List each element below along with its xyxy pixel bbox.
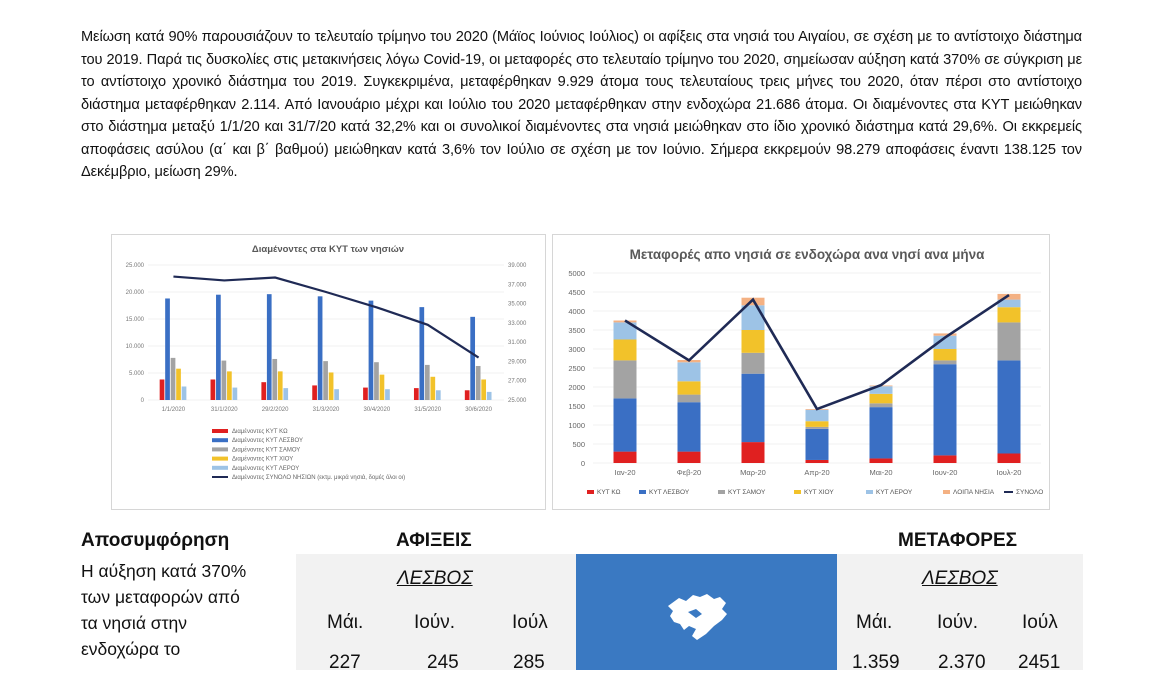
bar <box>176 369 181 400</box>
y2-tick-label: 39.000 <box>508 263 527 269</box>
legend-swatch <box>212 429 228 433</box>
bar <box>233 388 238 400</box>
bar <box>436 390 441 400</box>
bar-segment <box>678 402 701 451</box>
bar-segment <box>678 362 701 381</box>
arrivals-heading: ΑΦΙΞΕΙΣ <box>396 530 472 551</box>
bar-segment <box>678 452 701 463</box>
y-tick-label: 15.000 <box>125 317 144 323</box>
y-tick-label: 2500 <box>568 364 585 373</box>
arrivals-value: 227 <box>329 652 361 673</box>
x-tick-label: Ιουν-20 <box>932 468 958 477</box>
sidebar-heading: Αποσυμφόρηση <box>81 530 230 551</box>
bar-segment <box>806 427 829 429</box>
sidebar-line: ενδοχώρα το <box>81 639 181 659</box>
y-tick-label: 1500 <box>568 402 585 411</box>
y-tick-label: 2000 <box>568 383 585 392</box>
x-tick-label: 29/2/2020 <box>261 407 289 413</box>
y2-tick-label: 27.000 <box>508 378 527 385</box>
legend-swatch <box>943 490 950 494</box>
y-tick-label: 0 <box>140 398 144 404</box>
bar <box>318 296 323 400</box>
y2-tick-label: 25.000 <box>508 398 527 404</box>
bar-segment <box>998 322 1021 360</box>
bar-segment <box>742 442 765 463</box>
x-tick-label: Ιουλ-20 <box>996 468 1022 477</box>
legend-swatch <box>587 490 594 494</box>
sidebar-text <box>81 558 286 662</box>
x-tick-label: Μαρ-20 <box>740 468 766 477</box>
bar <box>160 379 165 400</box>
bar-segment <box>806 460 829 463</box>
legend-label: ΣΥΝΟΛΟ <box>1016 489 1044 496</box>
legend-swatch <box>212 438 228 442</box>
transfers-heading: ΜΕΤΑΦΟΡΕΣ <box>898 530 1018 551</box>
bar <box>481 379 486 400</box>
y2-tick-label: 29.000 <box>508 359 527 366</box>
bar <box>323 361 328 400</box>
legend-swatch <box>212 447 228 451</box>
bar <box>470 317 475 400</box>
x-tick-label: Απρ-20 <box>804 468 830 477</box>
chart-residents-svg <box>112 235 545 509</box>
bar-segment <box>870 403 893 407</box>
y-tick-label: 10.000 <box>125 344 144 350</box>
legend-label: ΚΥΤ ΧΙΟΥ <box>804 489 834 496</box>
y-tick-label: 4500 <box>568 288 585 297</box>
transfers-month: Ιούν. <box>937 612 979 633</box>
bar <box>363 388 368 400</box>
bar <box>385 389 390 400</box>
bar <box>211 379 216 400</box>
y-tick-label: 500 <box>572 440 585 449</box>
legend-swatch <box>866 490 873 494</box>
x-tick-label: 31/1/2020 <box>210 407 238 413</box>
y-tick-label: 20.000 <box>125 290 144 296</box>
lesvos-island-shape <box>576 554 837 670</box>
bar <box>430 377 435 400</box>
sidebar-line: των μεταφορών από <box>81 587 240 607</box>
arrivals-value: 245 <box>427 652 459 673</box>
y-tick-label: 25.000 <box>125 263 144 269</box>
arrivals-value: 285 <box>513 652 545 673</box>
legend-label: Διαμένοντες ΚΥΤ ΣΑΜΟΥ <box>232 447 301 454</box>
bar-segment <box>678 395 701 403</box>
bar <box>414 388 419 400</box>
legend-label: ΚΥΤ ΛΕΣΒΟΥ <box>649 489 690 496</box>
legend-swatch <box>718 490 725 494</box>
bar <box>267 294 272 400</box>
x-tick-label: 31/5/2020 <box>414 407 442 413</box>
transfers-place: ΛΕΣΒΟΣ <box>922 568 998 589</box>
bar <box>425 365 430 400</box>
bar <box>272 359 277 400</box>
y-tick-label: 5.000 <box>128 371 144 377</box>
bar <box>329 372 334 400</box>
bar-segment <box>998 307 1021 322</box>
bar-segment <box>614 398 637 451</box>
bar-segment <box>870 394 893 404</box>
x-tick-label: 30/4/2020 <box>363 407 391 413</box>
chart-transfers-svg <box>553 235 1049 509</box>
x-tick-label: 1/1/2020 <box>161 407 186 413</box>
bar <box>465 390 470 400</box>
legend-label: ΚΥΤ ΛΕΡΟΥ <box>876 489 913 496</box>
legend-label: ΛΟΙΠΑ ΝΗΣΙΑ <box>953 489 995 496</box>
legend-swatch <box>212 466 228 470</box>
legend-label: Διαμένοντες ΚΥΤ ΚΩ <box>232 429 288 435</box>
bar-segment <box>614 452 637 463</box>
bar <box>261 382 266 400</box>
legend-label: Διαμένοντες ΚΥΤ ΛΕΣΒΟΥ <box>232 438 303 445</box>
legend-swatch <box>639 490 646 494</box>
y-tick-label: 1000 <box>568 421 585 430</box>
bar <box>278 371 283 400</box>
bar-segment <box>806 410 829 421</box>
bar <box>334 389 339 400</box>
transfers-value: 1.359 <box>852 652 900 673</box>
bar-segment <box>742 353 765 374</box>
chart-title: Διαμένοντες στα ΚΥΤ των νησιών <box>251 244 405 255</box>
y-tick-label: 5000 <box>568 269 585 278</box>
legend-swatch <box>212 457 228 461</box>
transfers-value: 2451 <box>1018 652 1061 673</box>
bar <box>283 388 288 400</box>
legend-label: Διαμένοντες ΚΥΤ ΛΕΡΟΥ <box>232 465 300 472</box>
bar-segment <box>870 407 893 458</box>
x-tick-label: Φεβ-20 <box>676 468 702 477</box>
bar-segment <box>742 374 765 442</box>
bar-segment <box>614 340 637 361</box>
y-tick-label: 3500 <box>568 326 585 335</box>
bar-segment <box>998 294 1021 300</box>
y-tick-label: 0 <box>580 459 585 468</box>
transfers-month: Ιούλ <box>1022 612 1058 633</box>
sidebar-line: τα νησιά στην <box>81 613 187 633</box>
legend-label: Διαμένοντες ΚΥΤ ΧΙΟΥ <box>232 456 294 463</box>
y-tick-label: 3000 <box>568 345 585 354</box>
chart-title: Μεταφορές απο νησιά σε ενδοχώρα ανα νησί ανα μήνα <box>629 247 985 262</box>
x-tick-label: Ιαν-20 <box>614 468 636 477</box>
legend-label: ΚΥΤ ΣΑΜΟΥ <box>728 489 766 496</box>
bar <box>476 366 481 400</box>
x-tick-label: Μαι-20 <box>869 468 893 477</box>
chart-residents-kyt <box>111 234 546 510</box>
arrivals-month: Ιούλ <box>512 612 548 633</box>
bar <box>369 301 374 400</box>
bar <box>487 392 492 400</box>
bar <box>380 375 385 400</box>
y-tick-label: 4000 <box>568 307 585 316</box>
arrivals-month: Μάι. <box>327 612 364 633</box>
bar <box>171 358 176 400</box>
bar <box>227 371 232 400</box>
bar-segment <box>934 360 957 364</box>
bar-segment <box>934 455 957 463</box>
y2-tick-label: 31.000 <box>508 340 527 347</box>
lesvos-map <box>576 554 837 670</box>
bar-segment <box>934 349 957 360</box>
y2-tick-label: 33.000 <box>508 320 527 327</box>
legend-label: ΚΥΤ ΚΩ <box>597 489 621 496</box>
bar <box>216 295 221 400</box>
x-tick-label: 30/6/2020 <box>465 407 492 413</box>
transfers-month: Μάι. <box>856 612 893 633</box>
bar-segment <box>998 360 1021 453</box>
bar-segment <box>742 330 765 353</box>
bar <box>312 385 317 400</box>
bar <box>165 298 170 400</box>
bar-segment <box>806 421 829 427</box>
sidebar-line: Η αύξηση κατά 370% <box>81 561 247 581</box>
bar <box>222 361 227 400</box>
chart-transfers <box>552 234 1050 510</box>
x-tick-label: 31/3/2020 <box>312 407 340 413</box>
transfers-value: 2.370 <box>938 652 986 673</box>
bar-segment <box>870 458 893 463</box>
y2-tick-label: 35.000 <box>508 301 527 308</box>
bar-segment <box>998 454 1021 464</box>
arrivals-place: ΛΕΣΒΟΣ <box>397 568 473 589</box>
intro-paragraph: Μείωση κατά 90% παρουσιάζουν το τελευταίο τρίμηνο του 2020 (Μάϊος Ιούνιος Ιούλιος) οι αφίξεις στα νησιά του Αιγαίου, σε σχέση με το αντίστοιχο διάστημα του 2019. Παρά τις δυσκολίες στις μετακινήσεις λόγω Covid-19, οι μεταφορές στο τελευταίο τρίμηνο του 2020, σημείωσαν αύξηση κατά 370% σε σύγκριση με το αντίστοιχο χρονικό διάστημα του 2019. Συγκεκριμένα, μεταφέρθηκαν 9.929 άτομα τους τελευταίους τρεις μήνες του 2020, όταν πέρσι στο αντίστοιχο διάστημα μεταφέρθηκαν 2.114. Από Ιανουάριο μέχρι και Ιούλιο του 2020 μεταφέρθηκαν στην ενδοχώρα 21.686 άτομα. Οι διαμένοντες στα ΚΥΤ μειώθηκαν στο διάστημα μεταξύ 1/1/20 και 31/7/20 κατά 32,2% και οι συνολικοί διαμένοντες στα νησιά μειώθηκαν στο ίδιο χρονικό διάστημα κατά 29,6%. Οι εκκρεμείς αποφάσεις ασύλου (α΄ και β΄ βαθμού) μειώθηκαν κατά 3,6% τον Ιούλιο σε σχέση με τον Ιούνιο. Σήμερα εκκρεμούν 98.279 αποφάσεις έναντι 138.125 τον Δεκέμβριο, μείωση 29%. <box>81 29 1082 180</box>
arrivals-month: Ιούν. <box>414 612 456 633</box>
bar-segment <box>614 360 637 398</box>
bar-segment <box>806 429 829 460</box>
bar <box>374 362 379 400</box>
bar-segment <box>678 381 701 394</box>
bar-segment <box>934 364 957 455</box>
legend-label: Διαμένοντες ΣΥΝΟΛΟ ΝΗΣΙΩΝ (εκτμ. μικρά νησιά, δομές όλοι οι) <box>232 475 406 481</box>
legend-swatch <box>794 490 801 494</box>
y2-tick-label: 37.000 <box>508 282 527 289</box>
bar <box>182 387 187 401</box>
